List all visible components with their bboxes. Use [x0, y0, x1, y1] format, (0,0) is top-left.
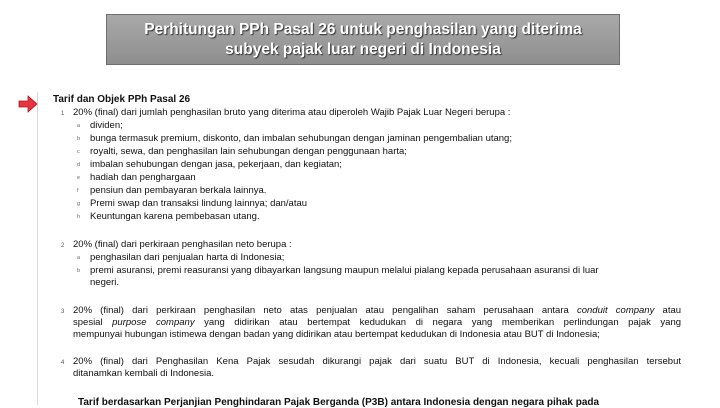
sub-item: pensiun dan pembayaran berkala lainnya.	[90, 185, 267, 196]
sub-letter: c	[77, 149, 80, 155]
sub-letter: f	[77, 188, 79, 194]
sub-item: Premi swap dan transaksi lindung lainnya; dan/atau	[90, 198, 308, 209]
item-text: 20% (final) dari jumlah penghasilan bruto yang diterima atau diperoleh Wajib Pajak Luar Negeri berupa :	[73, 107, 511, 118]
item-number: 1	[61, 111, 65, 117]
item-number: 2	[61, 243, 65, 249]
sub-item: Keuntungan karena pembebasan utang.	[90, 211, 260, 222]
item-paragraph	[73, 356, 681, 380]
sub-letter: b	[77, 268, 81, 274]
paragraph-line: 20% (final) dari perkiraan penghasilan neto atas penjualan atau pengalihan saham perusahaan antara conduit company atau	[73, 305, 682, 316]
paragraph-line: 20% (final) dari Penghasilan Kena Pajak sesudah dikurangi pajak dari suatu BUT di Indonesia, kecuali penghasilan tersebut	[73, 356, 681, 367]
sub-letter: b	[77, 136, 81, 142]
paragraph-line: spesial purpose company yang didirikan atau bertempat kedudukan di negara yang memberikan perlindungan pajak yang	[73, 317, 682, 328]
title-line-2: subyek pajak luar negeri di Indonesia	[225, 41, 501, 58]
item-paragraph	[73, 305, 681, 341]
item-number: 3	[61, 309, 65, 315]
title-line-1: Perhitungan PPh Pasal 26 untuk penghasilan yang diterima	[144, 21, 582, 38]
sub-item: royalti, sewa, dan penghasilan lain sehubungan dengan penggunaan harta;	[90, 146, 407, 157]
sub-letter: h	[77, 214, 81, 220]
sub-item: dividen;	[90, 120, 123, 131]
item-number: 4	[61, 360, 65, 366]
sub-item: imbalan sehubungan dengan jasa, pekerjaan, dan kegiatan;	[90, 159, 342, 170]
paragraph-line: ditanamkan kembali di Indonesia.	[73, 368, 215, 379]
sub-letter: g	[77, 201, 81, 207]
left-divider	[37, 92, 38, 405]
sub-letter: e	[77, 175, 81, 181]
paragraph-line: mempunyai hubungan istimewa dengan badan yang didirikan atau bertempat kedudukan di Indonesia atau BUT di Indonesia;	[73, 329, 600, 340]
section-heading: Tarif dan Objek PPh Pasal 26	[53, 94, 191, 105]
sub-item: penghasilan dari penjualan harta di Indonesia;	[90, 252, 285, 263]
sub-item: hadiah dan penghargaan	[90, 172, 196, 183]
item-text: 20% (final) dari perkiraan penghasilan neto berupa :	[73, 239, 292, 250]
sub-letter: a	[77, 255, 81, 261]
sub-letter: a	[77, 123, 81, 129]
sub-item: premi asuransi, premi reasuransi yang dibayarkan langsung maupun melalui pialang kepada perusahaan asuransi di luar	[90, 265, 599, 276]
sub-item: bunga termasuk premium, diskonto, dan imbalan sehubungan dengan jaminan pengembalian utang;	[90, 133, 512, 144]
sub-item-continuation: negeri.	[90, 277, 120, 288]
title-banner	[106, 14, 620, 65]
arrow-right-icon	[18, 95, 38, 113]
sub-letter: d	[77, 162, 81, 168]
cut-off-footer-text: Tarif berdasarkan Perjanjian Penghindaran Pajak Berganda (P3B) antara Indonesia dengan negara pihak pada	[78, 397, 600, 408]
